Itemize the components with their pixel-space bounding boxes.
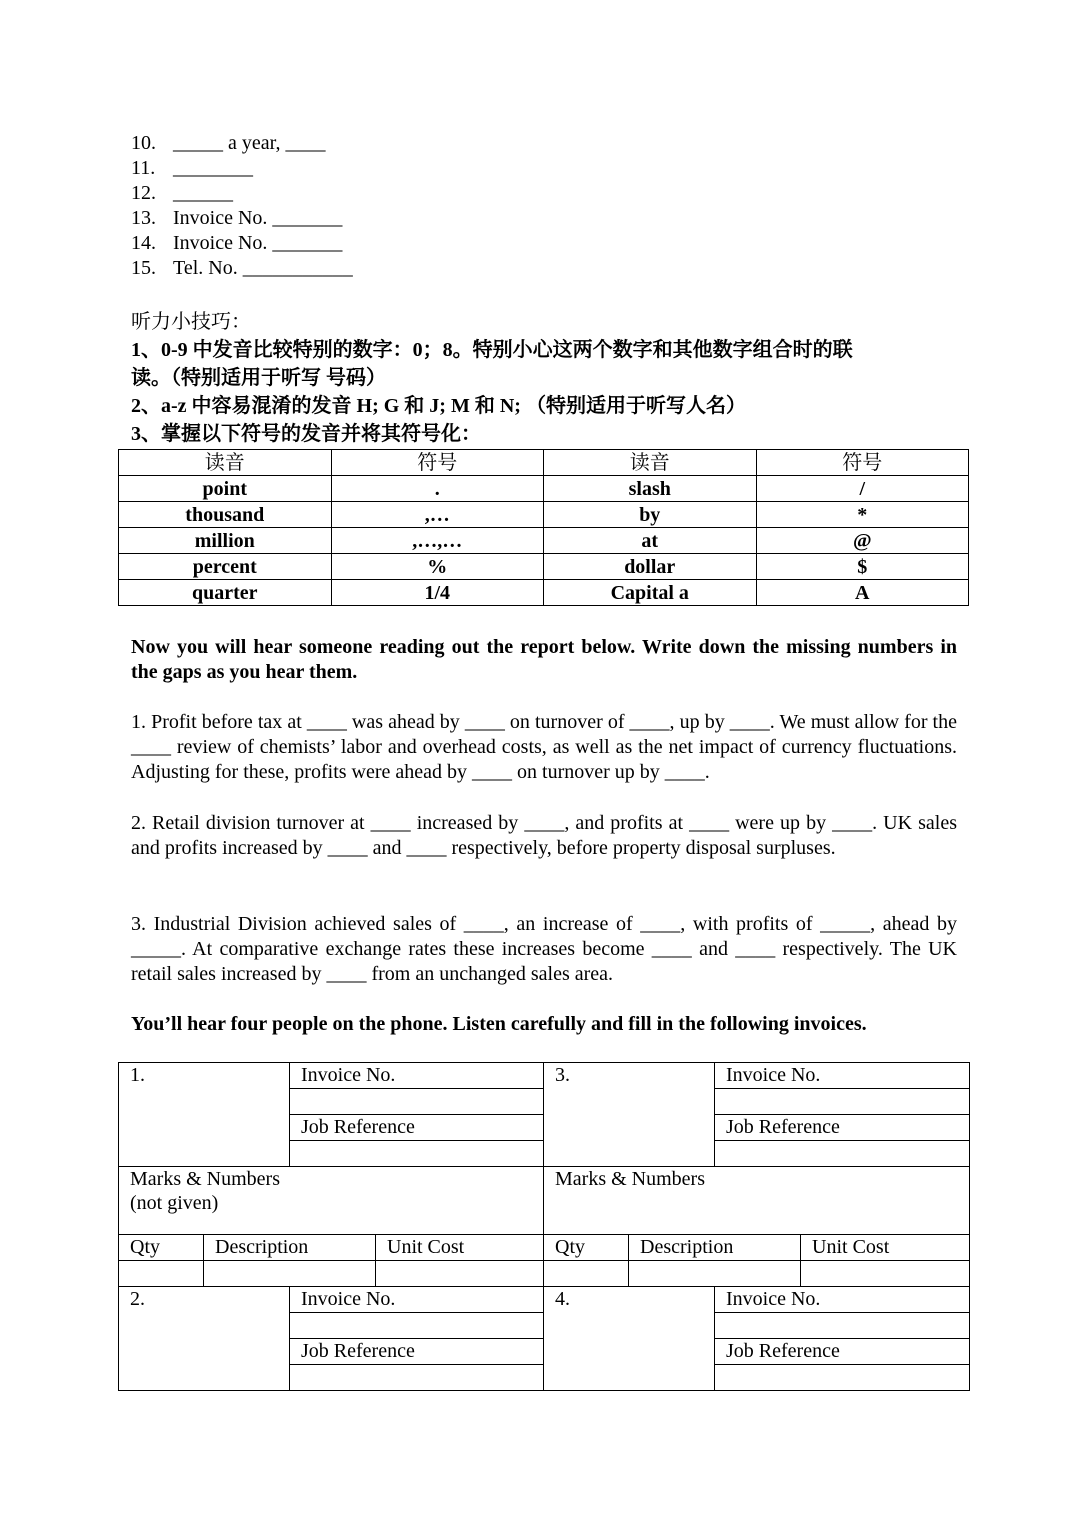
list-item-text: Invoice No. _______ <box>173 207 343 229</box>
job-reference-field[interactable] <box>290 1365 544 1391</box>
job-reference-label: Job Reference <box>290 1115 544 1141</box>
not-given-note: (not given) <box>130 1192 219 1214</box>
invoice-no-field[interactable] <box>290 1313 544 1339</box>
table-row <box>119 1261 970 1287</box>
list-item-text: ________ <box>173 157 253 179</box>
qty-field[interactable] <box>119 1261 204 1287</box>
job-reference-label: Job Reference <box>715 1339 970 1365</box>
report-paragraph-1: 1. Profit before tax at ____ was ahead by ____ on turnover of ____, up by ____. We must allow for the ____ review of chemists’ labor and overhead costs, as well as the net impact of currency fluctuations. Adjusting for these, profits were ahead by ____ on turnover up by ____. <box>131 711 957 783</box>
qty-field[interactable] <box>544 1261 629 1287</box>
invoice-no-label: Invoice No. <box>715 1063 970 1089</box>
job-reference-field[interactable] <box>715 1365 970 1391</box>
table-row: point . slash / <box>119 476 969 502</box>
unit-cost-header: Unit Cost <box>801 1235 970 1261</box>
table-row: million ,…,… at @ <box>119 528 969 554</box>
invoice-form-table <box>118 1062 970 1391</box>
table-row: thousand ,… by * <box>119 502 969 528</box>
invoice-no-field[interactable] <box>715 1313 970 1339</box>
list-item-text: Tel. No. ___________ <box>173 257 353 279</box>
symbol-table <box>118 449 969 606</box>
qty-header: Qty <box>119 1235 204 1261</box>
unit-cost-header: Unit Cost <box>376 1235 544 1261</box>
job-reference-label: Job Reference <box>715 1115 970 1141</box>
invoice-no-label: Invoice No. <box>290 1063 544 1089</box>
invoice-box-number: 1. <box>119 1063 290 1167</box>
table-row <box>119 1287 970 1313</box>
report-paragraph-3: 3. Industrial Division achieved sales of ____, an increase of ____, with profits of _____, ahead by _____. At comparative exchange rates these increases become ____ and ____ respectively. The UK retail sales increased by ____ from an unchanged sales area. <box>131 913 957 985</box>
report-paragraph-2: 2. Retail division turnover at ____ increased by ____, and profits at ____ were up by ____. UK sales and profits increased by ____ and ____ respectively, before property disposal surpluses. <box>131 812 957 859</box>
invoice-box-number: 3. <box>544 1063 715 1167</box>
invoice-no-label: Invoice No. <box>715 1287 970 1313</box>
symbol-table-header: 读音 符号 读音 符号 <box>119 450 969 476</box>
table-row <box>119 1167 970 1235</box>
marks-numbers-cell: Marks & Numbers <box>544 1167 970 1235</box>
table-row: quarter 1/4 Capital a A <box>119 580 969 606</box>
job-reference-field[interactable] <box>715 1141 970 1167</box>
table-row: percent % dollar $ <box>119 554 969 580</box>
description-header: Description <box>204 1235 376 1261</box>
table-row <box>119 1063 970 1089</box>
description-field[interactable] <box>204 1261 376 1287</box>
marks-numbers-cell: Marks & Numbers (not given) <box>119 1167 544 1235</box>
list-item: 13. Invoice No. _______ <box>131 207 343 229</box>
invoice-box-number: 2. <box>119 1287 290 1391</box>
list-item: 14. Invoice No. _______ <box>131 232 343 254</box>
invoice-no-field[interactable] <box>715 1089 970 1115</box>
report-instruction: Now you will hear someone reading out the report below. Write down the missing numbers in the gaps as you hear them. <box>131 636 957 683</box>
invoice-no-label: Invoice No. <box>290 1287 544 1313</box>
tip-1b: 读。（特别适用于听写 号码） <box>131 367 386 389</box>
list-item-text: ______ <box>173 182 233 204</box>
invoice-box-number: 4. <box>544 1287 715 1391</box>
tip-3: 3、掌握以下符号的发音并将其符号化： <box>131 423 481 445</box>
numbered-answer-list <box>131 131 353 281</box>
unit-cost-field[interactable] <box>376 1261 544 1287</box>
list-item-text: Invoice No. _______ <box>173 232 343 254</box>
job-reference-field[interactable] <box>290 1141 544 1167</box>
list-item: 10. _____ a year, ____ <box>131 132 326 154</box>
qty-header: Qty <box>544 1235 629 1261</box>
description-header: Description <box>629 1235 801 1261</box>
tip-2: 2、a-z 中容易混淆的发音 H; G 和 J; M 和 N; （特别适用于听写人名） <box>131 395 746 417</box>
invoice-no-field[interactable] <box>290 1089 544 1115</box>
tip-1a: 1、0-9 中发音比较特别的数字：0；8。特别小心这两个数字和其他数字组合时的联 <box>131 339 853 361</box>
description-field[interactable] <box>629 1261 801 1287</box>
list-item: 11. ________ <box>131 157 253 179</box>
table-row <box>119 1235 970 1261</box>
list-item-text: _____ a year, ____ <box>173 132 326 154</box>
tips-title: 听力小技巧： <box>131 311 251 333</box>
job-reference-label: Job Reference <box>290 1339 544 1365</box>
list-item: 12. ______ <box>131 182 233 204</box>
listening-tips <box>131 308 961 448</box>
list-item: 15. Tel. No. ___________ <box>131 257 353 279</box>
unit-cost-field[interactable] <box>801 1261 970 1287</box>
invoice-instruction: You’ll hear four people on the phone. Listen carefully and fill in the following invoices. <box>131 1013 867 1035</box>
